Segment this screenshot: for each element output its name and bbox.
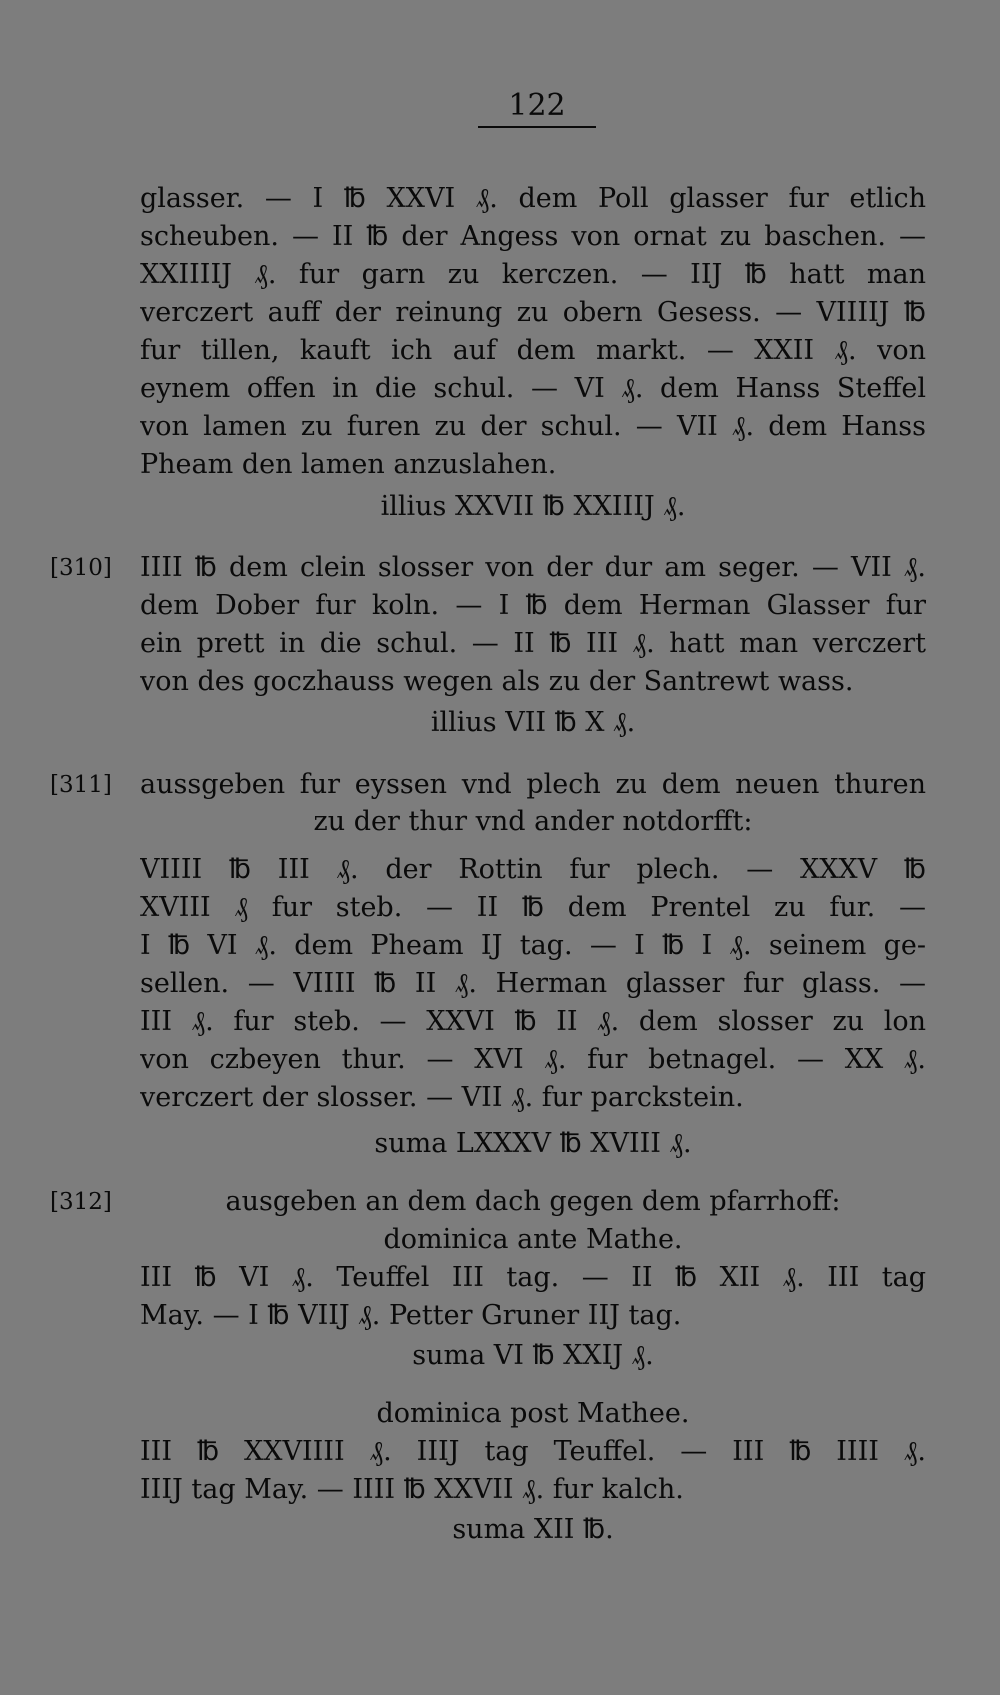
section-heading: zu der thur vnd ander notdorfft: — [313, 806, 753, 837]
text-line: IIIJ tag May. — IIII ℔ XXVII ₰. fur kalch. — [140, 1474, 684, 1505]
text-line: Pheam den lamen anzuslahen. — [140, 449, 557, 480]
subtotal-line: suma VI ℔ XXIJ ₰. — [412, 1340, 654, 1371]
subtotal-line: illius XXVII ℔ XXIIIJ ₰. — [380, 491, 686, 522]
subtotal-line: illius VII ℔ X ₰. — [430, 707, 636, 738]
text-line: III ℔ XXVIIII ₰. IIIJ tag Teuffel. — III ℔ IIII ₰. — [140, 1436, 926, 1467]
section-heading: ausgeben an dem dach gegen dem pfarrhoff: — [225, 1186, 841, 1217]
section-number: [311] — [50, 772, 112, 798]
text-line: verczert der slosser. — VII ₰. fur parckstein. — [140, 1082, 744, 1113]
subtotal-line: suma LXXXV ℔ XVIII ₰. — [374, 1128, 692, 1159]
text-line: sellen. — VIIII ℔ II ₰. Herman glasser fur glass. — — [140, 968, 926, 999]
text-line: May. — I ℔ VIIJ ₰. Petter Gruner IIJ tag. — [140, 1300, 682, 1331]
text-line: glasser. — I ℔ XXVI ₰. dem Poll glasser fur etlich — [140, 183, 926, 214]
section-number: [310] — [50, 555, 112, 581]
text-line: eynem offen in die schul. — VI ₰. dem Hanss Steffel — [140, 373, 926, 404]
date-heading: dominica ante Mathe. — [383, 1224, 683, 1255]
text-line: verczert auff der reinung zu obern Gesess. — VIIIIJ ℔ — [140, 297, 926, 328]
text-line: XXIIIIJ ₰. fur garn zu kerczen. — IIJ ℔ hatt man — [140, 259, 926, 290]
text-line: fur tillen, kauft ich auf dem markt. — XXII ₰. von — [140, 335, 926, 366]
text-line: I ℔ VI ₰. dem Pheam IJ tag. — I ℔ I ₰. seinem ge- — [140, 930, 926, 961]
text-line: dem Dober fur koln. — I ℔ dem Herman Glasser fur — [140, 590, 926, 621]
text-line: von des goczhauss wegen als zu der Santrewt wass. — [140, 666, 854, 697]
text-line: von lamen zu furen zu der schul. — VII ₰. dem Hanss — [140, 411, 926, 442]
section-number: [312] — [50, 1189, 112, 1215]
text-line: XVIII ₰ fur steb. — II ℔ dem Prentel zu fur. — — [140, 892, 926, 923]
text-line: IIII ℔ dem clein slosser von der dur am seger. — VII ₰. — [140, 552, 926, 583]
date-heading: dominica post Mathee. — [376, 1398, 690, 1429]
text-line: III ℔ VI ₰. Teuffel III tag. — II ℔ XII ₰. III tag — [140, 1262, 926, 1293]
text-line: von czbeyen thur. — XVI ₰. fur betnagel. — XX ₰. — [140, 1044, 926, 1075]
subtotal-line: suma XII ℔. — [452, 1514, 614, 1545]
text-line: VIIII ℔ III ₰. der Rottin fur plech. — XXXV ℔ — [140, 854, 926, 885]
page-number: 122 — [478, 88, 596, 128]
section-heading: aussgeben fur eyssen vnd plech zu dem neuen thuren — [140, 769, 926, 800]
text-line: scheuben. — II ℔ der Angess von ornat zu baschen. — — [140, 221, 926, 252]
text-line: ein prett in die schul. — II ℔ III ₰. hatt man verczert — [140, 628, 926, 659]
text-line: III ₰. fur steb. — XXVI ℔ II ₰. dem slosser zu lon — [140, 1006, 926, 1037]
